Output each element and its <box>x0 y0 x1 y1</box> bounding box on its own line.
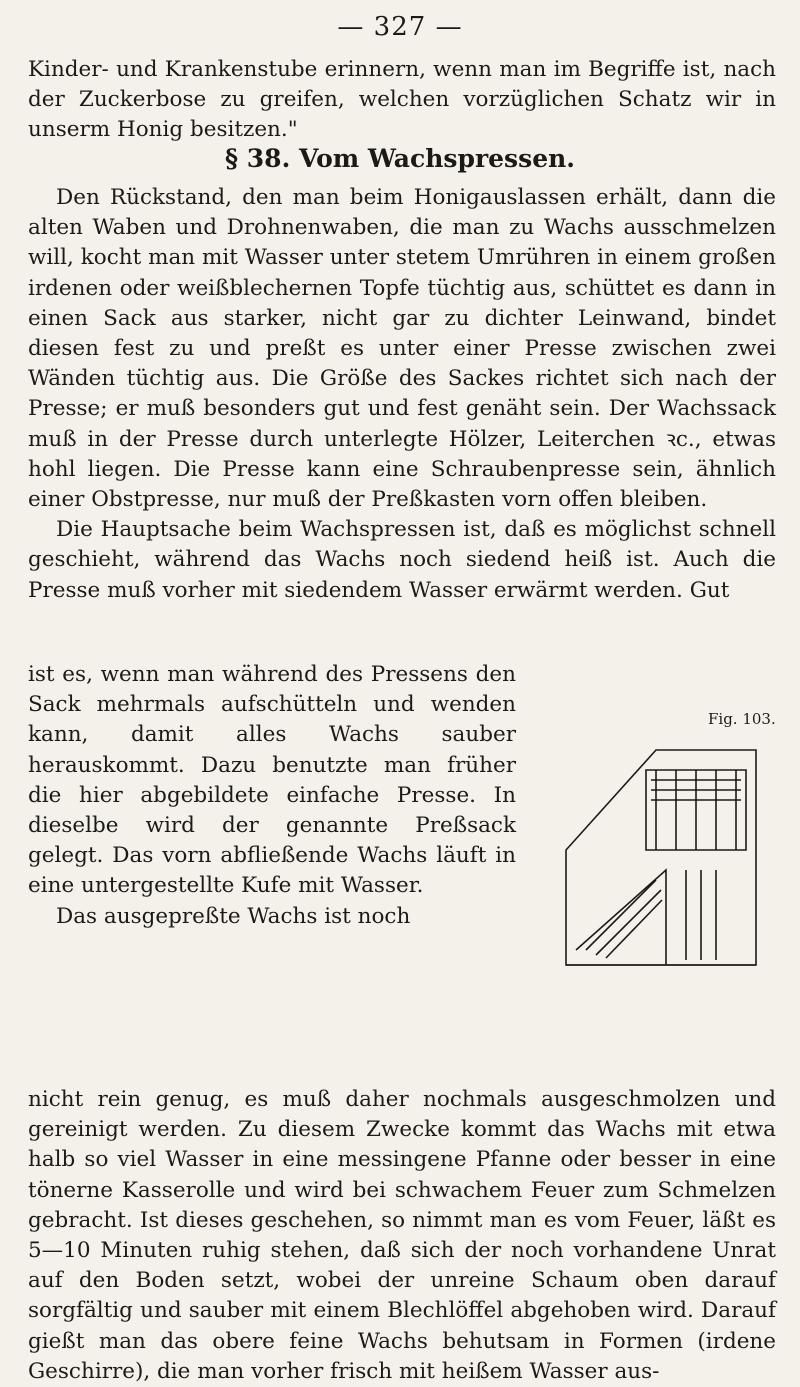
press-bars <box>656 770 736 850</box>
intro-paragraph: Kinder- und Krankenstube erinnern, wenn man im Begriffe ist, nach der Zuckerbose zu greifen, welchen vorzüglichen Schatz wir in unserm Honig besitzen." <box>28 57 776 143</box>
wrapped-text <box>28 660 516 932</box>
body-text <box>28 183 776 606</box>
wrapped-paragraph-2: Das ausgepreßte Wachs ist noch <box>56 903 411 929</box>
final-text <box>28 1085 776 1387</box>
press-illustration <box>536 730 776 980</box>
intro-text <box>28 55 776 146</box>
paragraph-final: nicht rein genug, es muß daher nochmals ausgeschmolzen und gereinigt werden. Zu diesem Zwecke kommt das Wachs mit etwa halb so viel Wasser in eine messingene Pfanne oder besser in eine tönerne Kasserolle und wird bei schwachem Feuer zum Schmelzen gebracht. Ist dieses geschehen, so nimmt man es vom Feuer, läßt es 5—10 Minuten ruhig stehen, daß sich der noch vorhandene Unrat auf den Boden setzt, wobei der unreine Schaum oben darauf sorgfältig und sauber mit einem Blechlöffel abgehoben wird. Darauf gießt man das obere feine Wachs behutsam in Formen (irdene Geschirre), die man vorher frisch mit heißem Wasser aus- <box>28 1087 776 1384</box>
wrapped-paragraph: ist es, wenn man während des Pressens den Sack mehrmals aufschütteln und wenden kann, damit alles Wachs sauber herauskommt. Dazu benutzte man früher die hier abgebildete einfache Presse. In dieselbe wird der genannte Preßsack gelegt. Das vorn abfließende Wachs läuft in eine untergestellte Kufe mit Wasser. <box>28 662 516 899</box>
paragraph-1: Den Rückstand, den man beim Honigauslassen erhält, dann die alten Waben und Drohnenwaben, die man zu Wachs ausschmelzen will, kocht man mit Wasser unter stetem Umrühren in einem großen irdenen oder weißblechernen Topfe tüchtig aus, schüttet es dann in einen Sack aus starker, nicht gar zu dichter Leinwand, bindet diesen fest zu und preßt es unter einer Presse zwischen zwei Wänden tüchtig aus. Die Größe des Sackes richtet sich nach der Presse; er muß besonders gut und fest genäht sein. Der Wachssack muß in der Presse durch unterlegte Hölzer, Leiterchen ꝛc., etwas hohl liegen. Die Presse kann eine Schraubenpresse sein, ähnlich einer Obstpresse, nur muß der Preßkasten vorn offen bleiben. <box>28 185 776 513</box>
section-heading: § 38. Vom Wachspressen. <box>225 144 575 173</box>
press-hatching <box>586 880 662 958</box>
figure-label: Fig. 103. <box>708 710 776 728</box>
press-legs <box>686 870 716 960</box>
paragraph-2: Die Hauptsache beim Wachspressen ist, daß es möglichst schnell geschieht, während das Wachs noch siedend heiß ist. Auch die Presse muß vorher mit siedendem Wasser erwärmt werden. Gut <box>28 517 776 603</box>
page-number: — 327 — <box>337 12 463 42</box>
